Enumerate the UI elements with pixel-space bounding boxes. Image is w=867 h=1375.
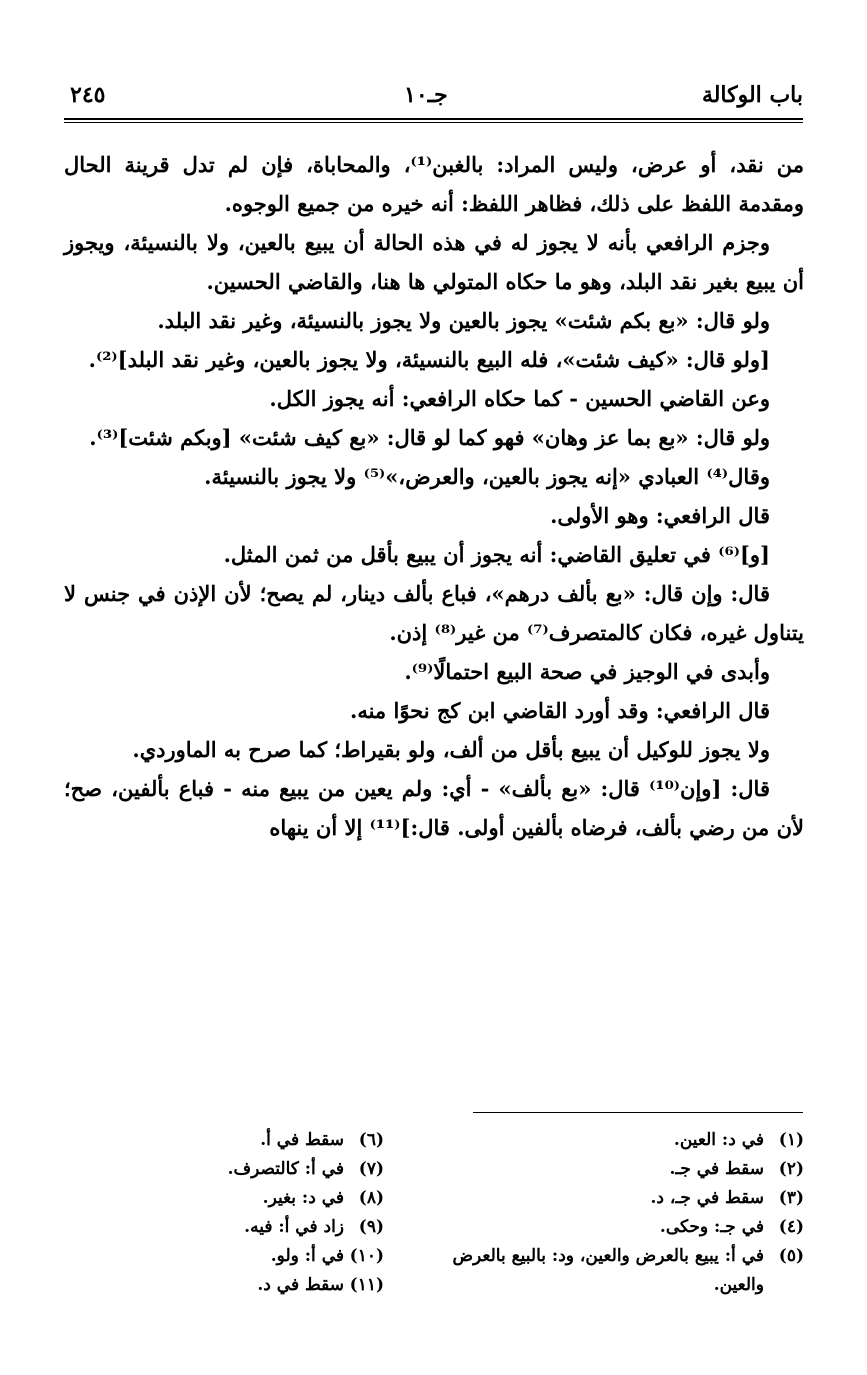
footnote-number: (١١) xyxy=(349,1275,384,1295)
paragraph: ولو قال: «بع بكم شئت» يجوز بالعين ولا يجوز بالنسيئة، وغير نقد البلد. xyxy=(157,308,770,333)
footnote-number: (٣) xyxy=(778,1188,804,1208)
footnote-text: سقط في د. xyxy=(257,1275,344,1295)
paragraph: وجزم الرافعي بأنه لا يجوز له في هذه الحالة أن يبيع بالعين، ولا بالنسيئة، ويجوز أن يبيع بغير نقد البلد، وهو ما حكاه المتولي ها هنا، والقاضي الحسين. xyxy=(64,230,804,294)
header-rule xyxy=(64,118,803,120)
volume-number: جـ١٠ xyxy=(404,82,448,108)
paragraph: وقال⁽⁴⁾ العبادي «إنه يجوز بالعين، والعرض،»⁽⁵⁾ ولا يجوز بالنسيئة. xyxy=(204,464,770,489)
footnote xyxy=(84,1155,384,1184)
footnote-text: في أ: ولو. xyxy=(270,1246,344,1266)
paragraph: وأبدى في الوجيز في صحة البيع احتمالًا⁽⁹⁾. xyxy=(404,659,770,684)
footnote xyxy=(444,1242,804,1300)
footnote-number: (٤) xyxy=(778,1217,804,1237)
footnote-number: (١٠) xyxy=(349,1246,384,1266)
paragraph: قال الرافعي: وهو الأولى. xyxy=(550,503,770,528)
footnote-number: (٨) xyxy=(358,1188,384,1208)
footnote-text: سقط في جـ، د. xyxy=(650,1188,764,1208)
footnote-text: في د: بغير. xyxy=(262,1188,344,1208)
footnote xyxy=(84,1213,384,1242)
footnote-text: في جـ: وحكى. xyxy=(659,1217,764,1237)
paragraph: قال: وإن قال: «بع بألف درهم»، فباع بألف دينار، لم يصح؛ لأن الإذن في جنس لا يتناول غيره، فكان كالمتصرف⁽⁷⁾ من غير⁽⁸⁾ إذن. xyxy=(64,581,804,645)
paragraph: من نقد، أو عرض، وليس المراد: بالغبن⁽¹⁾، والمحاباة، فإن لم تدل قرينة الحال ومقدمة اللفظ على ذلك، فظاهر اللفظ: أنه خيره من جميع الوجوه. xyxy=(64,152,804,216)
footnote xyxy=(444,1126,804,1155)
header-rule-thin xyxy=(64,122,803,123)
footnote-number: (٥) xyxy=(778,1246,804,1266)
paragraph: [ولو قال: «كيف شئت»، فله البيع بالنسيئة، ولا يجوز بالعين، وغير نقد البلد]⁽²⁾. xyxy=(88,347,770,372)
chapter-title: باب الوكالة xyxy=(701,82,803,108)
paragraph: وعن القاضي الحسين - كما حكاه الرافعي: أنه يجوز الكل. xyxy=(269,386,770,411)
footnote-number: (٩) xyxy=(358,1217,384,1237)
footnote xyxy=(84,1242,384,1271)
footnote-separator xyxy=(473,1112,803,1113)
footnote-text: في أ: يبيع بالعرض والعين، ود: بالبيع بالعرض والعين. xyxy=(452,1246,764,1295)
footnotes-column-left xyxy=(84,1126,384,1300)
footnotes-column-right xyxy=(444,1126,804,1300)
paragraph: ولو قال: «بع بما عز وهان» فهو كما لو قال: «بع كيف شئت» [وبكم شئت]⁽³⁾. xyxy=(89,425,770,450)
page-number: ٢٤٥ xyxy=(70,82,106,108)
paragraph: ولا يجوز للوكيل أن يبيع بأقل من ألف، ولو بقيراط؛ كما صرح به الماوردي. xyxy=(132,737,770,762)
footnote xyxy=(84,1184,384,1213)
footnote xyxy=(444,1184,804,1213)
running-header xyxy=(64,82,803,122)
footnote xyxy=(84,1271,384,1300)
footnote-text: سقط في جـ. xyxy=(669,1159,764,1179)
footnote-number: (٦) xyxy=(358,1130,384,1150)
footnote xyxy=(444,1155,804,1184)
paragraph: قال الرافعي: وقد أورد القاضي ابن كج نحوًا منه. xyxy=(350,698,770,723)
main-text xyxy=(64,145,804,847)
footnote-number: (٧) xyxy=(358,1159,384,1179)
paragraph: قال: [وإن⁽¹⁰⁾ قال: «بع بألف» - أي: ولم يعين من يبيع منه - فباع بألفين، صح؛ لأن من رضي بألف، فرضاه بألفين أولى. قال:]⁽¹¹⁾ إلا أن ينهاه xyxy=(64,776,804,840)
footnote xyxy=(444,1213,804,1242)
footnote xyxy=(84,1126,384,1155)
footnote-number: (١) xyxy=(778,1130,804,1150)
footnote-text: زاد في أ: فيه. xyxy=(244,1217,344,1237)
footnote-text: سقط في أ. xyxy=(260,1130,344,1150)
footnote-text: في أ: كالتصرف. xyxy=(227,1159,344,1179)
footnote-number: (٢) xyxy=(778,1159,804,1179)
footnote-text: في د: العين. xyxy=(673,1130,764,1150)
paragraph: [و]⁽⁶⁾ في تعليق القاضي: أنه يجوز أن يبيع بأقل من ثمن المثل. xyxy=(223,542,770,567)
